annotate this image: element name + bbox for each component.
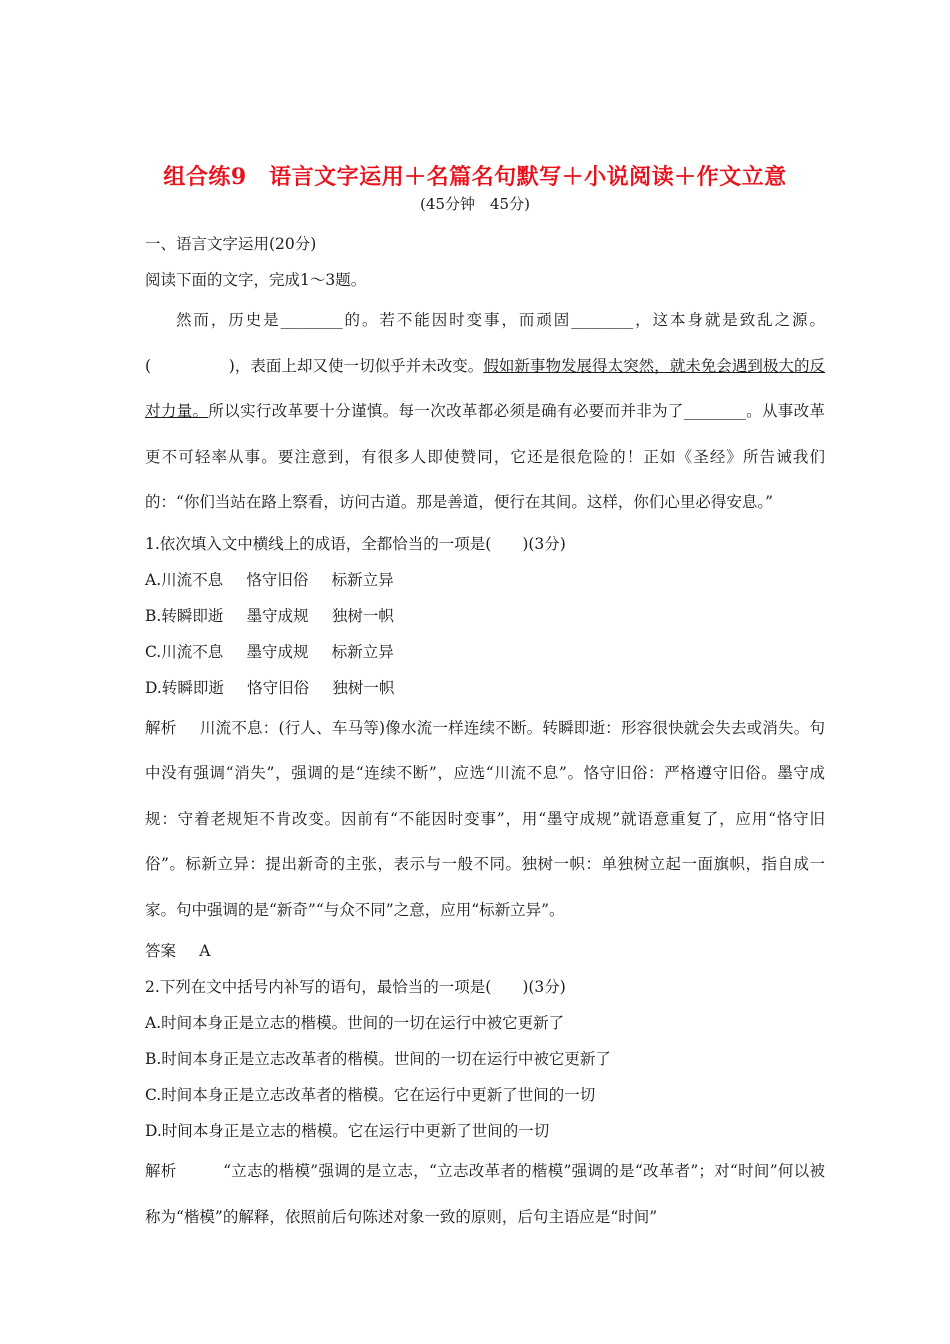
q1-analysis [145,706,825,934]
analysis-label: 解析 [145,1162,177,1180]
q2-analysis [145,1149,825,1240]
q1-option-d: D.转瞬即逝 恪守旧俗 独树一帜 [145,678,395,697]
analysis-text: “立志的楷模”强调的是立志，“立志改革者的楷模”强调的是“改革者”；对“时间”何以被称为“楷模”的解释，依照前后句陈述对象一致的原则，后句主语应是“时间” [145,1162,825,1226]
q1-option-b: B.转瞬即逝 墨守成规 独树一帜 [145,606,394,625]
document-body [145,226,825,1240]
analysis-text: 川流不息：(行人、车马等)像水流一样连续不断。转瞬即逝：形容很快就会失去或消失。句中没有强调“消失”，强调的是“连续不断”，应选“川流不息”。恪守旧俗：严格遵守旧俗。墨守成规：守着老规矩不肯改变。因前有“不能因时变事”，用“墨守成规”就语意重复了，应用“恪守旧俗”。标新立异：提出新奇的主张，表示与一般不同。独树一帜：单独树立起一面旗帜，指自成一家。句中强调的是“新奇”“与众不同”之意，应用“标新立异”。 [145,718,825,919]
section-heading: 一、语言文字运用(20分) [145,235,317,253]
analysis-label: 解析 [145,718,177,737]
question-2-stem: 2.下列在文中括号内补写的语句，最恰当的一项是( )(3分) [145,978,566,996]
q2-option-b: B.时间本身正是立志改革者的楷模。世间的一切在运行中被它更新了 [145,1050,611,1068]
q1-option-a: A.川流不息 恪守旧俗 标新立异 [145,570,394,589]
reading-instruction: 阅读下面的文字，完成1～3题。 [145,271,367,289]
q2-option-a: A.时间本身正是立志的楷模。世间的一切在运行中被它更新了 [145,1014,565,1032]
question-1-stem: 1.依次填入文中横线上的成语，全都恰当的一项是( )(3分) [145,534,566,553]
passage-part-2: 所以实行改革要十分谨慎。每一次改革都必须是确有必要而并非为了________。从事改革更不可轻率从事。要注意到，有很多人即使赞同，它还是很危险的！正如《圣经》所告诫我们的：“你们当站在路上察看，访问古道。那是善道，便行在其间。这样，你们心里必得安息。” [145,402,825,511]
answer-label: 答案 [145,942,177,960]
passage-part-1: 然而，历史是________的。若不能因时变事，而顽固________，这本身就是致乱之源。( )，表面上却又使一切似乎并未改变。 [145,311,825,375]
answer-value: A [199,942,211,960]
reading-passage [145,298,825,526]
q1-option-c: C.川流不息 墨守成规 标新立异 [145,642,394,661]
time-score-note: (45分钟 45分) [420,195,530,213]
underlined-sentence: 假如新事物发展得太突然，就未免会遇到极大的反对力量。 [145,356,825,420]
q1-answer [145,933,825,969]
page-title: 组合练9 语言文字运用＋名篇名句默写＋小说阅读＋作文立意 [163,164,787,190]
q2-option-d: D.时间本身正是立志的楷模。它在运行中更新了世间的一切 [145,1122,550,1140]
q2-option-c: C.时间本身正是立志改革者的楷模。它在运行中更新了世间的一切 [145,1086,596,1104]
